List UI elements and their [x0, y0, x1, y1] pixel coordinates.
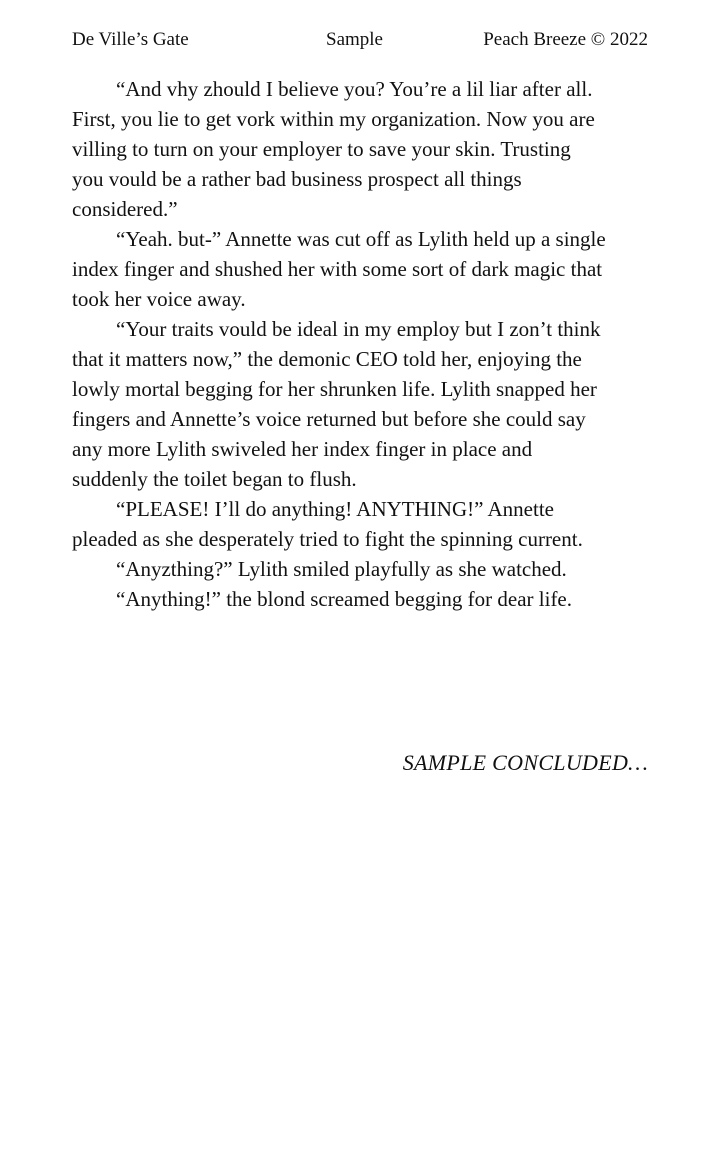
paragraph: “Anything!” the blond screamed begging for dear life.	[116, 587, 573, 611]
paragraph: “Yeah. but-” Annette was cut off as Lylith held up a single index finger and shushed her with some sort of dark magic that took her voice away.	[72, 227, 606, 311]
running-header	[72, 28, 648, 52]
sample-concluded-label: SAMPLE CONCLUDED…	[402, 750, 648, 775]
header-book-title: De Ville’s Gate	[72, 29, 189, 50]
paragraph: “And vhy zhould I believe you? You’re a lil liar after all. First, you lie to get vork within my organization. Now you are villing to turn on your employer to save your skin. Trusting you vould be a rather bad business prospect all things considered.”	[72, 77, 595, 221]
paragraph: “Anyzthing?” Lylith smiled playfully as she watched.	[116, 557, 567, 581]
header-author-copyright: Peach Breeze © 2022	[483, 29, 648, 50]
paragraph: “PLEASE! I’ll do anything! ANYTHING!” Annette pleaded as she desperately tried to fight the spinning current.	[72, 497, 583, 551]
paragraph: “Your traits vould be ideal in my employ but I zon’t think that it matters now,” the demonic CEO told her, enjoying the lowly mortal begging for her shrunken life. Lylith snapped her fingers and Annette’s voice returned but before she could say any more Lylith swiveled her index finger in place and suddenly the toilet began to flush.	[72, 317, 601, 491]
header-section-label: Sample	[326, 29, 383, 50]
story-text	[72, 74, 606, 614]
